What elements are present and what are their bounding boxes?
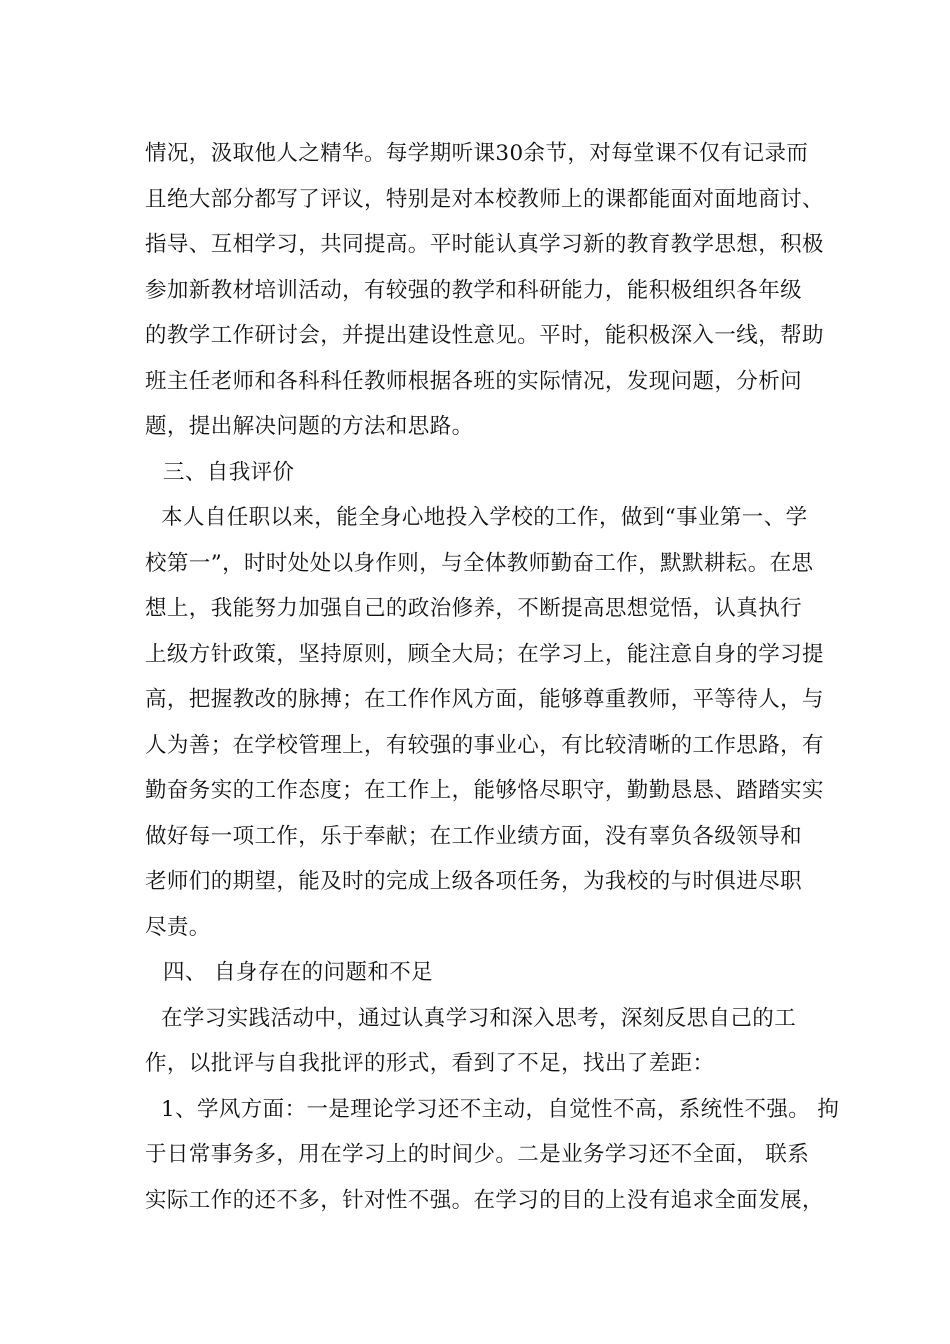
text-line: 班主任老师和各科科任教师根据各班的实际情况，发现问题，分析问 bbox=[145, 368, 803, 394]
text-line: 参加新教材培训活动，有较强的教学和科研能力，能积极组织各年级 bbox=[145, 277, 803, 303]
text-line: 指导、互相学习，共同提高。平时能认真学习新的教育教学思想，积极 bbox=[145, 232, 824, 257]
text-line: 校第一”，时时处处以身作则，与全体教师勤奋工作，默默耕耘。在思 bbox=[145, 550, 814, 576]
section-heading-problems: 四、 自身存在的问题和不足 bbox=[163, 960, 434, 985]
text-line: 上级方针政策，坚持原则，顾全大局；在学习上，能注意自身的学习提 bbox=[145, 641, 824, 667]
text-line: 本人自任职以来，能全身心地投入学校的工作，做到“事业第一、学 bbox=[161, 505, 808, 530]
text-line: 的教学工作研讨会，并提出建设性意见。平时，能积极深入一线，帮助 bbox=[145, 323, 824, 348]
text-line: 作，以批评与自我批评的形式，看到了不足，找出了差距： bbox=[145, 1051, 715, 1076]
text-line: 做好每一项工作，乐于奉献；在工作业绩方面，没有辜负各级领导和 bbox=[145, 823, 803, 849]
text-line: 高，把握教改的脉搏；在工作作风方面，能够尊重教师，平等待人，与 bbox=[145, 687, 824, 712]
text-line: 尽责。 bbox=[145, 914, 211, 940]
text-line: 勤奋务实的工作态度；在工作上，能够恪尽职守，勤勤恳恳、踏踏实实 bbox=[145, 778, 824, 803]
text-line: 于日常事务多，用在学习上的时间少。二是业务学习还不全面， 联系 bbox=[145, 1142, 810, 1167]
text-line: 在学习实践活动中，通过认真学习和深入思考，深刻反思自己的工 bbox=[161, 1005, 797, 1031]
section-heading-self-evaluation: 三、自我评价 bbox=[163, 459, 295, 485]
text-line: 且绝大部分都写了评议，特别是对本校教师上的课都能面对面地商讨、 bbox=[145, 186, 824, 212]
text-line: 实际工作的还不多，针对性不强。在学习的目的上没有追求全面发展， bbox=[145, 1187, 824, 1213]
list-item-study-style: 1、学风方面：一是理论学习还不主动，自觉性不高，系统性不强。 拘 bbox=[161, 1096, 840, 1122]
text-line: 情况，汲取他人之精华。每学期听课30余节，对每堂课不仅有记录而 bbox=[145, 141, 809, 166]
text-line: 题，提出解决问题的方法和思路。 bbox=[145, 414, 474, 439]
document-body bbox=[145, 131, 840, 1223]
text-line: 想上，我能努力加强自己的政治修养，不断提高思想觉悟，认真执行 bbox=[145, 596, 803, 621]
text-line: 人为善；在学校管理上，有较强的事业心，有比较清晰的工作思路，有 bbox=[145, 732, 824, 758]
text-line: 老师们的期望，能及时的完成上级各项任务，为我校的与时俱进尽职 bbox=[145, 869, 803, 894]
